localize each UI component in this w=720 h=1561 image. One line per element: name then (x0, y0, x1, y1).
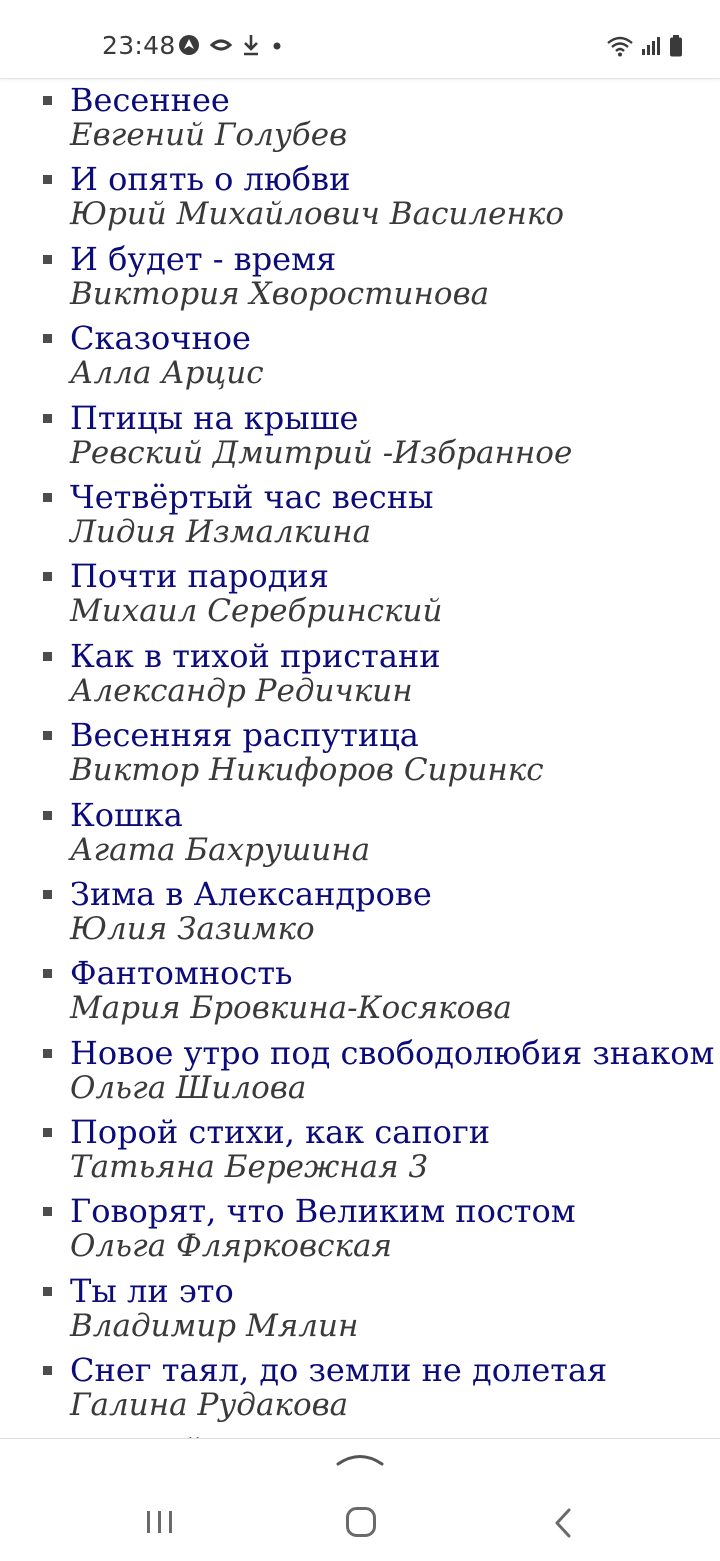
poem-author: Ольга Шилова (70, 1069, 307, 1106)
poem-title-link[interactable]: Снег таял, до земли не долетая (70, 1351, 608, 1390)
poem-list-item (0, 793, 720, 872)
status-icons-right (606, 34, 684, 62)
poem-author: Михаил Серебринский (70, 593, 443, 630)
list-bullet (43, 811, 52, 820)
poem-author: Виктор Никифоров Сиринкс (70, 752, 544, 789)
poem-author: Ревский Дмитрий -Избранное (70, 434, 573, 471)
list-bullet (43, 175, 52, 184)
poem-title-link[interactable]: Птицы на крыше (70, 398, 359, 437)
poem-list-item (0, 634, 720, 713)
battery-icon (668, 34, 684, 62)
poem-title-link[interactable]: Весеннее (70, 81, 230, 119)
poem-title-link[interactable]: Порой стихи, как сапоги (70, 1113, 491, 1152)
poem-list (0, 78, 720, 1507)
list-bullet (43, 890, 52, 899)
poem-author: Татьяна Бережная 3 (70, 1149, 429, 1186)
poem-author: Евгений Голубев (70, 117, 348, 153)
poem-list-item (0, 1348, 720, 1427)
list-bullet (43, 731, 52, 740)
poem-author: Агата Бахрушина (70, 831, 371, 868)
wifi-icon (606, 35, 634, 61)
poem-author: Галина Рудакова (70, 1387, 349, 1424)
vpn-icon (210, 37, 232, 57)
list-bullet (43, 1128, 52, 1137)
list-bullet (43, 652, 52, 661)
poem-list-item (0, 157, 720, 236)
navigation-app-icon (178, 34, 200, 60)
poem-author: Владимир Мялин (70, 1307, 359, 1344)
poem-list-item (0, 1031, 720, 1110)
download-icon (242, 34, 260, 60)
poem-title-link[interactable]: Кошка (70, 795, 183, 834)
poem-list-item (0, 316, 720, 395)
poem-title-link[interactable]: Весенняя распутица (70, 716, 419, 755)
poem-author: Виктория Хворостинова (70, 275, 490, 312)
poem-author: Юрий Михайлович Василенко (70, 196, 565, 233)
poem-list-container[interactable] (0, 78, 720, 1438)
poem-list-item (0, 951, 720, 1030)
poem-list-item (0, 396, 720, 475)
list-bullet (43, 1049, 52, 1058)
list-bullet (43, 1287, 52, 1296)
poem-list-item (0, 475, 720, 554)
list-bullet (43, 572, 52, 581)
poem-title-link[interactable]: Говорят, что Великим постом (70, 1192, 576, 1231)
home-icon[interactable] (345, 1506, 377, 1542)
poem-title-link[interactable]: Новое утро под свободолюбия знаком (70, 1033, 715, 1072)
poem-list-item (0, 237, 720, 316)
list-bullet (43, 493, 52, 502)
chevron-up-icon[interactable] (336, 1451, 384, 1471)
list-bullet (43, 334, 52, 343)
notification-dot-icon (270, 38, 284, 57)
poem-list-item (0, 713, 720, 792)
poem-title-link[interactable]: Четвёртый час весны (70, 477, 434, 516)
poem-list-item (0, 1110, 720, 1189)
list-bullet (43, 1207, 52, 1216)
poem-title-link[interactable]: Зима в Александрове (70, 874, 432, 913)
poem-list-item (0, 554, 720, 633)
navigation-area (0, 1438, 720, 1561)
poem-title-link[interactable]: Фантомность (70, 954, 293, 993)
recents-icon[interactable] (144, 1509, 176, 1539)
status-time: 23:48 (102, 31, 176, 60)
back-icon[interactable] (552, 1508, 574, 1542)
poem-author: Александр Редичкин (70, 672, 413, 709)
poem-title-link[interactable]: Почти пародия (70, 557, 329, 596)
list-bullet (43, 96, 52, 105)
poem-title-link[interactable]: И будет - время (70, 239, 337, 278)
poem-list-item (0, 872, 720, 951)
status-bar (0, 0, 720, 79)
list-bullet (43, 255, 52, 264)
poem-title-link[interactable]: Как в тихой пристани (70, 636, 441, 675)
poem-title-link[interactable]: Ты ли это (70, 1271, 234, 1310)
poem-title-link[interactable]: Сказочное (70, 319, 251, 358)
poem-author: Мария Бровкина-Косякова (70, 990, 512, 1027)
list-bullet (43, 414, 52, 423)
signal-icon (640, 35, 662, 61)
poem-list-item (0, 1189, 720, 1268)
poem-list-item (0, 1269, 720, 1348)
poem-title-link[interactable]: И опять о любви (70, 160, 351, 199)
poem-author: Лидия Измалкина (70, 513, 372, 550)
poem-author: Алла Арцис (70, 355, 264, 392)
poem-author: Ольга Флярковская (70, 1228, 392, 1265)
list-bullet (43, 969, 52, 978)
status-icons-left (178, 34, 284, 60)
list-bullet (43, 1366, 52, 1375)
poem-author: Юлия Зазимко (70, 910, 315, 947)
poem-list-item (0, 78, 720, 157)
